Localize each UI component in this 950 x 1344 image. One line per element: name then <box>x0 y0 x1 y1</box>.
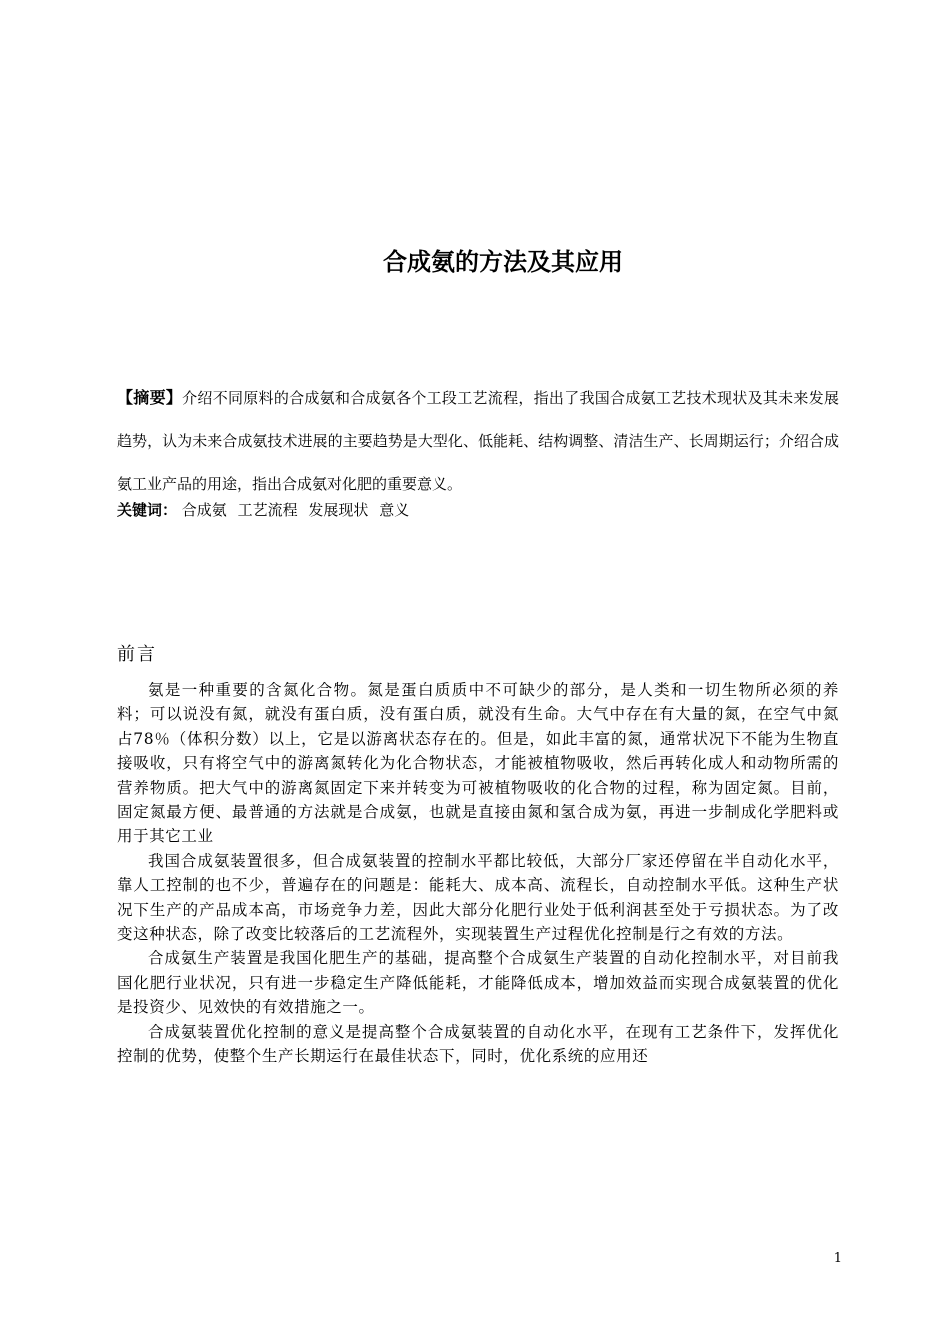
keywords-label: 关键词： <box>117 501 178 519</box>
keywords <box>117 498 839 522</box>
keyword-item: 发展现状 <box>308 501 369 519</box>
abstract-text: 介绍不同原料的合成氨和合成氨各个工段工艺流程，指出了我国合成氨工艺技术现状及其未来发展趋势，认为未来合成氨技术进展的主要趋势是大型化、低能耗、结构调整、清洁生产、长周期运行；介绍合成氨工业产品的用途，指出合成氨对化肥的重要意义。 <box>117 389 839 493</box>
paragraph: 合成氨生产装置是我国化肥生产的基础，提高整个合成氨生产装置的自动化控制水平，对目前我国化肥行业状况，只有进一步稳定生产降低能耗，才能降低成本，增加效益而实现合成氨装置的优化是投资少、见效快的有效措施之一。 <box>117 949 839 1017</box>
keyword-item: 合成氨 <box>181 501 227 519</box>
keyword-item: 意义 <box>379 501 410 519</box>
keyword-item: 工艺流程 <box>237 501 298 519</box>
paragraph: 氨是一种重要的含氮化合物。氮是蛋白质质中不可缺少的部分，是人类和一切生物所必须的养料；可以说没有氮，就没有蛋白质，没有蛋白质，就没有生命。大气中存在有大量的氮，在空气中氮占78％（体积分数）以上，它是以游离状态存在的。但是，如此丰富的氮，通常状况下不能为生物直接吸收，只有将空气中的游离氮转化为化合物状态，才能被植物吸收，然后再转化成人和动物所需的营养物质。把大气中的游离氮固定下来并转变为可被植物吸收的化合物的过程，称为固定氮。目前，固定氮最方便、最普通的方法就是合成氨，也就是直接由氮和氢合成为氨，再进一步制成化学肥料或用于其它工业 <box>117 681 839 846</box>
abstract <box>117 376 839 506</box>
paragraph: 合成氨装置优化控制的意义是提高整个合成氨装置的自动化水平，在现有工艺条件下，发挥优化控制的优势，使整个生产长期运行在最佳状态下，同时，优化系统的应用还 <box>117 1022 839 1066</box>
section-title-preface: 前言 <box>117 644 157 665</box>
document-title: 合成氨的方法及其应用 <box>383 248 623 276</box>
paragraph: 我国合成氨装置很多，但合成氨装置的控制水平都比较低，大部分厂家还停留在半自动化水平，靠人工控制的也不少，普遍存在的问题是：能耗大、成本高、流程长，自动控制水平低。这种生产状况下生产的产品成本高，市场竞争力差，因此大部分化肥行业处于低利润甚至处于亏损状态。为了改变这种状态，除了改变比较落后的工艺流程外，实现装置生产过程优化控制是行之有效的方法。 <box>117 851 839 944</box>
abstract-label: 【摘要】 <box>117 388 183 407</box>
page-number: 1 <box>833 1251 842 1266</box>
body-text <box>117 678 839 1069</box>
